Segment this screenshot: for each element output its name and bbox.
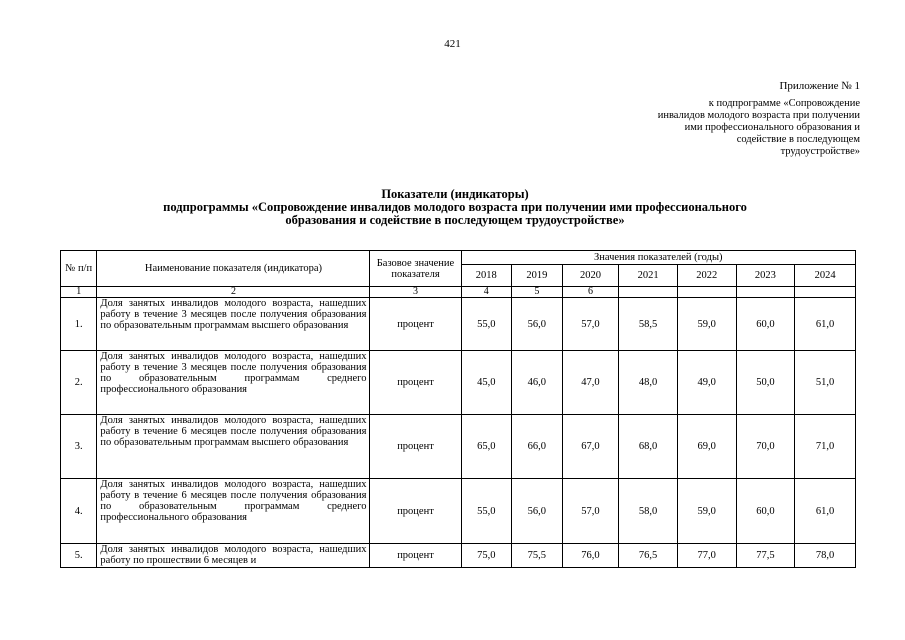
- appendix-line: содействие в последующем: [736, 134, 860, 145]
- column-index: 3: [370, 287, 461, 298]
- year-value: 75,5: [512, 544, 563, 568]
- header-year: 2023: [736, 265, 795, 287]
- table-row: [61, 415, 856, 479]
- appendix-block: [658, 80, 860, 158]
- base-unit: процент: [370, 544, 461, 568]
- header-year: 2020: [562, 265, 619, 287]
- year-value: 58,5: [619, 298, 678, 351]
- column-index: 6: [562, 287, 619, 298]
- year-value: 49,0: [677, 351, 736, 415]
- table-row: [61, 544, 856, 568]
- year-value: 61,0: [795, 298, 856, 351]
- indicator-name: Доля занятых инвалидов молодого возраста, нашедших работу в течение 3 месяцев после получения образования по образовательным программам среднего профессионального образования: [97, 351, 370, 415]
- base-unit: процент: [370, 479, 461, 544]
- column-index: [677, 287, 736, 298]
- year-value: 55,0: [461, 298, 512, 351]
- year-value: 67,0: [562, 415, 619, 479]
- row-number: 5.: [61, 544, 97, 568]
- year-value: 65,0: [461, 415, 512, 479]
- column-index: 1: [61, 287, 97, 298]
- row-number: 4.: [61, 479, 97, 544]
- appendix-line: ими профессионального образования и: [684, 122, 860, 133]
- header-year: 2018: [461, 265, 512, 287]
- year-value: 59,0: [677, 479, 736, 544]
- year-value: 68,0: [619, 415, 678, 479]
- column-index: 5: [512, 287, 563, 298]
- year-value: 70,0: [736, 415, 795, 479]
- year-value: 56,0: [512, 479, 563, 544]
- year-value: 61,0: [795, 479, 856, 544]
- year-value: 78,0: [795, 544, 856, 568]
- base-unit: процент: [370, 415, 461, 479]
- year-value: 50,0: [736, 351, 795, 415]
- year-value: 45,0: [461, 351, 512, 415]
- column-index: [795, 287, 856, 298]
- row-number: 3.: [61, 415, 97, 479]
- year-value: 71,0: [795, 415, 856, 479]
- column-index: 4: [461, 287, 512, 298]
- table-row: [61, 479, 856, 544]
- year-value: 76,0: [562, 544, 619, 568]
- year-value: 47,0: [562, 351, 619, 415]
- header-name: Наименование показателя (индикатора): [97, 251, 370, 287]
- year-value: 56,0: [512, 298, 563, 351]
- year-value: 58,0: [619, 479, 678, 544]
- header-base-value: Базовое значение показателя: [370, 251, 461, 287]
- header-values-group: Значения показателей (годы): [461, 251, 856, 265]
- header-year: 2021: [619, 265, 678, 287]
- year-value: 75,0: [461, 544, 512, 568]
- year-value: 60,0: [736, 479, 795, 544]
- year-value: 77,0: [677, 544, 736, 568]
- year-value: 46,0: [512, 351, 563, 415]
- year-value: 55,0: [461, 479, 512, 544]
- document-title-line: Показатели (индикаторы): [381, 187, 529, 201]
- column-index: [619, 287, 678, 298]
- indicators-table: [60, 250, 856, 568]
- year-value: 51,0: [795, 351, 856, 415]
- year-value: 77,5: [736, 544, 795, 568]
- column-index: 2: [97, 287, 370, 298]
- year-value: 69,0: [677, 415, 736, 479]
- header-year: 2022: [677, 265, 736, 287]
- document-title: [40, 188, 870, 227]
- appendix-line: инвалидов молодого возраста при получении: [657, 110, 860, 121]
- indicator-name: Доля занятых инвалидов молодого возраста, нашедших работу в течение 3 месяцев после получения образования по образовательным программам высшего образования: [97, 298, 370, 351]
- header-number: № п/п: [61, 251, 97, 287]
- row-number: 2.: [61, 351, 97, 415]
- table-row: [61, 351, 856, 415]
- appendix-title: Приложение № 1: [779, 80, 860, 92]
- document-title-line: образования и содействие в последующем трудоустройстве»: [285, 213, 625, 227]
- table-row: [61, 298, 856, 351]
- year-value: 60,0: [736, 298, 795, 351]
- indicator-name: Доля занятых инвалидов молодого возраста, нашедших работу в течение 6 месяцев после получения образования по образовательным программам среднего профессионального образования: [97, 479, 370, 544]
- header-year: 2019: [512, 265, 563, 287]
- row-number: 1.: [61, 298, 97, 351]
- page-number: 421: [444, 38, 461, 50]
- indicator-name: Доля занятых инвалидов молодого возраста, нашедших работу по прошествии 6 месяцев и: [97, 544, 370, 568]
- base-unit: процент: [370, 351, 461, 415]
- base-unit: процент: [370, 298, 461, 351]
- indicator-name: Доля занятых инвалидов молодого возраста, нашедших работу в течение 6 месяцев после получения образования по образовательным программам высшего образования: [97, 415, 370, 479]
- header-year: 2024: [795, 265, 856, 287]
- year-value: 59,0: [677, 298, 736, 351]
- year-value: 76,5: [619, 544, 678, 568]
- year-value: 66,0: [512, 415, 563, 479]
- year-value: 48,0: [619, 351, 678, 415]
- year-value: 57,0: [562, 479, 619, 544]
- column-index-row: [61, 287, 856, 298]
- year-value: 57,0: [562, 298, 619, 351]
- appendix-line: трудоустройстве»: [780, 146, 860, 157]
- document-title-line: подпрограммы «Сопровождение инвалидов молодого возраста при получении ими профессионального: [163, 200, 747, 214]
- appendix-line: к подпрограмме «Сопровождение: [708, 98, 860, 109]
- column-index: [736, 287, 795, 298]
